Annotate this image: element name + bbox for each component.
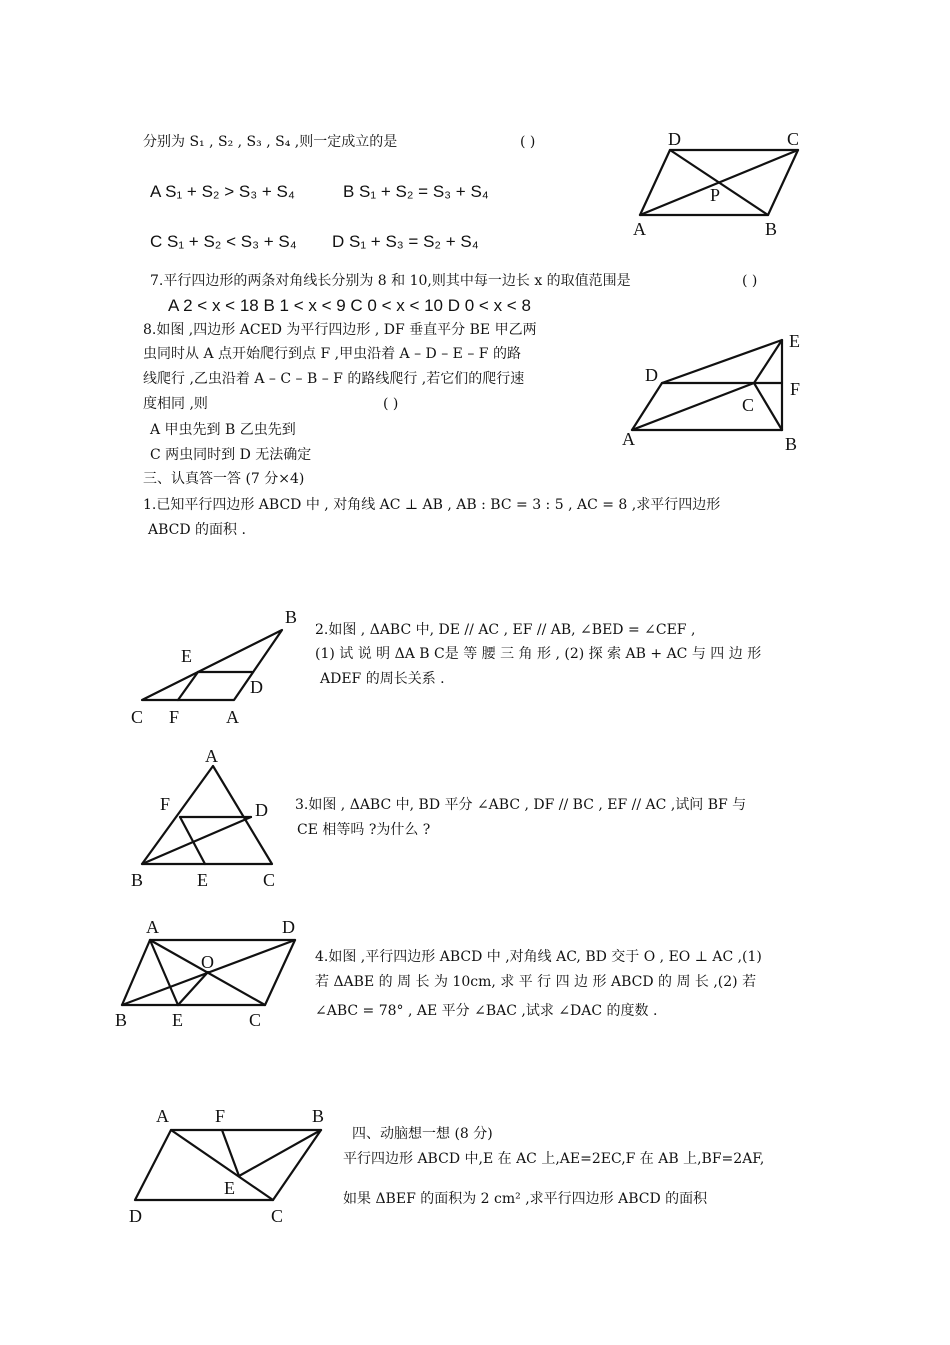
- problem-4-line-2: 若 ΔABE 的 周 长 为 10cm, 求 平 行 四 边 形 ABCD 的 周 长 ,(2) 若: [315, 974, 757, 990]
- section-4-segment-fe: [222, 1130, 239, 1176]
- section-3-heading: 三、认真答一答 (7 分×4): [143, 471, 305, 487]
- section-4-label-e: E: [224, 1178, 235, 1198]
- problem-4-segment-ae: [150, 940, 178, 1005]
- problem-2-label-a: A: [226, 707, 239, 727]
- problem-4-label-a: A: [146, 917, 159, 937]
- q6-parallelogram-figure: [620, 125, 820, 240]
- q8-label-e: E: [789, 331, 800, 351]
- problem-3-line-2: CE 相等吗 ?为什么 ?: [297, 822, 431, 838]
- problem-3-label-a: A: [205, 746, 218, 766]
- problem-2-line-3: ADEF 的周长关系 .: [320, 671, 445, 687]
- problem-2-label-b: B: [285, 607, 298, 627]
- q8-options-cd: C 两虫同时到 D 无法确定: [150, 447, 312, 463]
- problem-3-label-c: C: [263, 870, 276, 890]
- section-4-parallelogram-figure: [125, 1100, 340, 1230]
- problem-2-line-2: (1) 试 说 明 ΔA B C是 等 腰 三 角 形 , (2) 探 索 AB + AC 与 四 边 形: [315, 646, 762, 662]
- problem-2-label-f: F: [169, 707, 180, 727]
- q6-label-b: B: [765, 219, 778, 239]
- q6-line-db: [670, 150, 768, 215]
- q8-outline: [632, 340, 782, 430]
- problem-3-triangle: [142, 766, 272, 864]
- problem-3-label-b: B: [131, 870, 144, 890]
- q6-answer-paren: ( ): [520, 134, 536, 150]
- q6-stem: 分别为 S₁ , S₂ , S₃ , S₄ ,则一定成立的是: [143, 134, 398, 150]
- section-4-label-f: F: [215, 1106, 226, 1126]
- problem-3-line-1: 3.如图 , ΔABC 中, BD 平分 ∠ABC , DF // BC , EF // AC ,试问 BF 与: [295, 797, 747, 813]
- section-4-label-d: D: [129, 1206, 142, 1226]
- q8-options-ab: A 甲虫先到 B 乙虫先到: [150, 422, 296, 438]
- problem-3-triangle-figure: [125, 742, 285, 892]
- problem-4-label-d: D: [282, 917, 295, 937]
- q8-line-3: 线爬行 ,乙虫沿着 A – C – B – F 的路线爬行 ,若它们的爬行速: [143, 371, 525, 387]
- problem-4-parallelogram-figure: [110, 913, 305, 1033]
- q8-label-f: F: [790, 379, 801, 399]
- problem-4-label-e: E: [172, 1010, 183, 1030]
- q8-label-b: B: [785, 434, 798, 454]
- q8-label-a: A: [622, 429, 635, 449]
- problem-3-segment-fe: [180, 817, 205, 864]
- q8-segment-ac: [632, 383, 754, 430]
- problem-2-label-c: C: [131, 707, 144, 727]
- problem-2-label-e: E: [181, 646, 192, 666]
- problem-3-label-e: E: [197, 870, 208, 890]
- section-4-heading: 四、动脑想一想 (8 分): [352, 1126, 493, 1142]
- q6-option-c: C S₁ + S₂ < S₃ + S₄: [150, 232, 297, 251]
- problem-2-triangle-figure: [125, 603, 305, 728]
- section-4-label-a: A: [156, 1106, 169, 1126]
- section-4-line-1: 平行四边形 ABCD 中,E 在 AC 上,AE=2EC,F 在 AB 上,BF=2AF,: [343, 1151, 765, 1167]
- problem-4-segment-eo: [178, 972, 208, 1005]
- problem-1-line-1: 1.已知平行四边形 ABCD 中 , 对角线 AC ⊥ AB , AB : BC = 3 : 5 , AC = 8 ,求平行四边形: [143, 497, 721, 513]
- problem-4-line-3: ∠ABC = 78° , AE 平分 ∠BAC ,试求 ∠DAC 的度数 .: [315, 1003, 658, 1019]
- q8-segment-ce: [754, 340, 782, 383]
- problem-2-line-1: 2.如图 , ΔABC 中, DE // AC , EF // AB, ∠BED = ∠CEF ,: [315, 622, 696, 638]
- section-4-line-2: 如果 ΔBEF 的面积为 2 cm² ,求平行四边形 ABCD 的面积: [343, 1191, 708, 1207]
- q8-answer-paren: ( ): [383, 396, 399, 412]
- q6-option-d: D S₁ + S₃ = S₂ + S₄: [332, 232, 479, 251]
- q7-options: A 2 < x < 18 B 1 < x < 9 C 0 < x < 10 D 0 < x < 8: [168, 296, 531, 315]
- problem-3-label-d: D: [255, 800, 268, 820]
- problem-1-line-2: ABCD 的面积 .: [148, 522, 246, 538]
- q6-option-b: B S₁ + S₂ = S₃ + S₄: [343, 182, 489, 201]
- q7-answer-paren: ( ): [742, 273, 758, 289]
- q8-label-c: C: [742, 395, 755, 415]
- problem-4-label-c: C: [249, 1010, 262, 1030]
- problem-2-label-d: D: [250, 677, 263, 697]
- q6-label-d: D: [668, 129, 681, 149]
- q8-line-2: 虫同时从 A 点开始爬行到点 F ,甲虫沿着 A – D – E – F 的路: [143, 346, 521, 362]
- problem-4-label-o: O: [201, 952, 214, 972]
- q8-label-d: D: [645, 365, 658, 385]
- q8-bug-path-figure: [612, 325, 812, 455]
- q6-label-c: C: [787, 129, 800, 149]
- q6-label-a: A: [633, 219, 646, 239]
- section-4-segment-eb: [239, 1130, 321, 1176]
- q6-label-p: P: [710, 185, 721, 205]
- problem-4-line-1: 4.如图 ,平行四边形 ABCD 中 ,对角线 AC, BD 交于 O , EO ⊥ AC ,(1): [315, 949, 762, 965]
- section-4-label-c: C: [271, 1206, 284, 1226]
- q8-line-1: 8.如图 ,四边形 ACED 为平行四边形 , DF 垂直平分 BE 甲乙两: [143, 322, 537, 338]
- q7-stem: 7.平行四边形的两条对角线长分别为 8 和 10,则其中每一边长 x 的取值范围是: [150, 273, 631, 289]
- section-4-label-b: B: [312, 1106, 325, 1126]
- q8-segment-cb: [754, 383, 782, 430]
- q6-option-a: A S₁ + S₂ > S₃ + S₄: [150, 182, 295, 201]
- problem-3-label-f: F: [160, 794, 171, 814]
- q8-line-4: 度相同 ,则: [143, 396, 208, 412]
- problem-4-label-b: B: [115, 1010, 128, 1030]
